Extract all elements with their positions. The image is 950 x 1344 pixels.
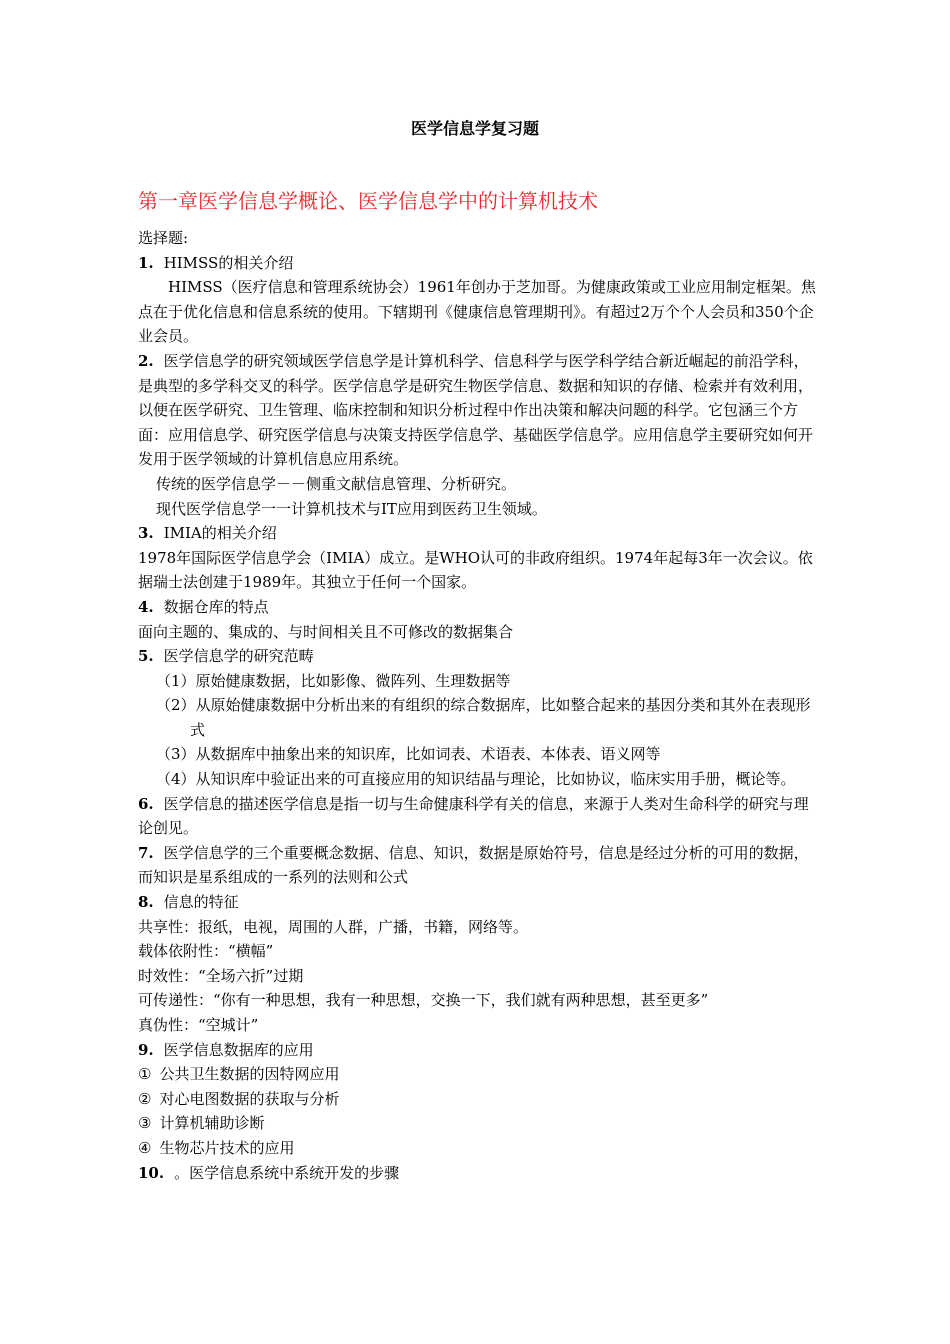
feature-line: 真伪性：“空城计”: [138, 1016, 259, 1034]
item-heading: 数据仓库的特点: [163, 597, 269, 616]
item-number: 6.: [138, 794, 154, 813]
item-6: [138, 792, 818, 841]
item-heading: 医学信息的描述医学信息是指一切与生命健康科学有关的信息，来源于人类对生命科学的研究与理论创见。: [138, 794, 809, 838]
db-app-line: [138, 1087, 818, 1112]
item-number: 1.: [138, 253, 154, 272]
item-heading: 医学信息学的研究领域医学信息学是计算机科学、信息科学与医学科学结合新近崛起的前沿学科，是典型的多学科交叉的科学。医学信息学是研究生物医学信息、数据和知识的存储、检索并有效利用，以便在医学研究、卫生管理、临床控制和知识分析过程中作出决策和解决问题的科学。它包涵三个方面：应用信息学、研究医学信息与决策支持医学信息学、基础医学信息学。应用信息学主要研究如何开发用于医学领域的计算机信息应用系统。: [138, 351, 814, 469]
item-number: 9.: [138, 1040, 154, 1059]
db-app-text: 公共卫生数据的因特网应用: [159, 1065, 340, 1084]
feature-line: 时效性：“全场六折”过期: [138, 966, 304, 985]
item-7: [138, 841, 818, 890]
item-heading: IMIA的相关介绍: [163, 524, 277, 543]
item-heading: 医学信息学的三个重要概念数据、信息、知识，数据是原始符号，信息是经过分析的可用的数据，而知识是星系组成的一系列的法则和公式: [138, 843, 809, 887]
item-heading: 医学信息数据库的应用: [163, 1040, 314, 1059]
scope-item: （4）从知识库中验证出来的可直接应用的知识结晶与理论，比如协议，临床实用手册，概论等。: [156, 770, 796, 789]
document-title: 医学信息学复习题: [410, 119, 539, 138]
item-number: 4.: [138, 597, 154, 616]
item-1: [138, 251, 818, 276]
scope-item: （2）从原始健康数据中分析出来的有组织的综合数据库，比如整合起来的基因分类和其外在表现形式: [156, 696, 811, 739]
item-number: 8.: [138, 893, 154, 912]
item-number: 3.: [138, 524, 154, 543]
circled-marker: ③: [138, 1114, 152, 1133]
db-app-line: [138, 1136, 818, 1161]
db-app-line: [138, 1111, 818, 1136]
feature-line: 可传递性：“你有一种思想，我有一种思想，交换一下，我们就有两种思想，甚至更多”: [138, 991, 709, 1010]
item-heading: 医学信息学的研究范畴: [163, 647, 314, 666]
item-heading: 。医学信息系统中系统开发的步骤: [174, 1163, 400, 1182]
circled-marker: ④: [138, 1138, 152, 1157]
item-3: [138, 521, 818, 546]
item-number: 7.: [138, 843, 154, 862]
warehouse-paragraph: 面向主题的、集成的、与时间相关且不可修改的数据集合: [138, 622, 514, 641]
feature-line: 共享性：报纸，电视，周围的人群，广播，书籍，网络等。: [138, 917, 529, 936]
chapter-heading: 第一章医学信息学概论、医学信息学中的计算机技术: [138, 189, 598, 213]
item-heading: 信息的特征: [163, 893, 239, 912]
scope-item: （3）从数据库中抽象出来的知识库，比如词表、术语表、本体表、语义网等: [156, 745, 661, 764]
item-heading: HIMSS的相关介绍: [163, 253, 294, 272]
circled-marker: ①: [138, 1065, 152, 1084]
scope-item: （1）原始健康数据，比如影像、微阵列、生理数据等: [156, 671, 511, 690]
db-app-text: 计算机辅助诊断: [159, 1114, 265, 1133]
modern-paragraph: 现代医学信息学一一计算机技术与IT应用到医药卫生领域。: [156, 499, 547, 518]
item-8: [138, 890, 818, 915]
item-4: [138, 595, 818, 620]
traditional-paragraph: 传统的医学信息学－－侧重文献信息管理、分析研究。: [156, 474, 517, 493]
himss-paragraph: HIMSS（医疗信息和管理系统协会）1961年创办于芝加哥。为健康政策或工业应用制定框架。焦点在于优化信息和信息系统的使用。下辖期刊《健康信息管理期刊》。有超过2万个个人会员和350个企业会员。: [138, 278, 816, 346]
item-number: 5.: [138, 647, 154, 666]
circled-marker: ②: [138, 1089, 152, 1108]
item-5: [138, 644, 818, 669]
db-app-text: 对心电图数据的获取与分析: [159, 1089, 340, 1108]
feature-line: 载体依附性：“横幅”: [138, 942, 274, 961]
section-label: 选择题:: [138, 229, 189, 247]
document-body: [138, 226, 818, 1185]
db-app-text: 生物芯片技术的应用: [159, 1138, 295, 1157]
item-number: 10.: [138, 1163, 165, 1182]
item-9: [138, 1038, 818, 1063]
item-2: [138, 349, 818, 472]
item-10: [138, 1161, 818, 1186]
imia-paragraph: 1978年国际医学信息学会（IMIA）成立。是WHO认可的非政府组织。1974年起每3年一次会议。依据瑞士法创建于1989年。其独立于任何一个国家。: [138, 548, 813, 592]
item-number: 2.: [138, 351, 154, 370]
db-app-line: [138, 1062, 818, 1087]
